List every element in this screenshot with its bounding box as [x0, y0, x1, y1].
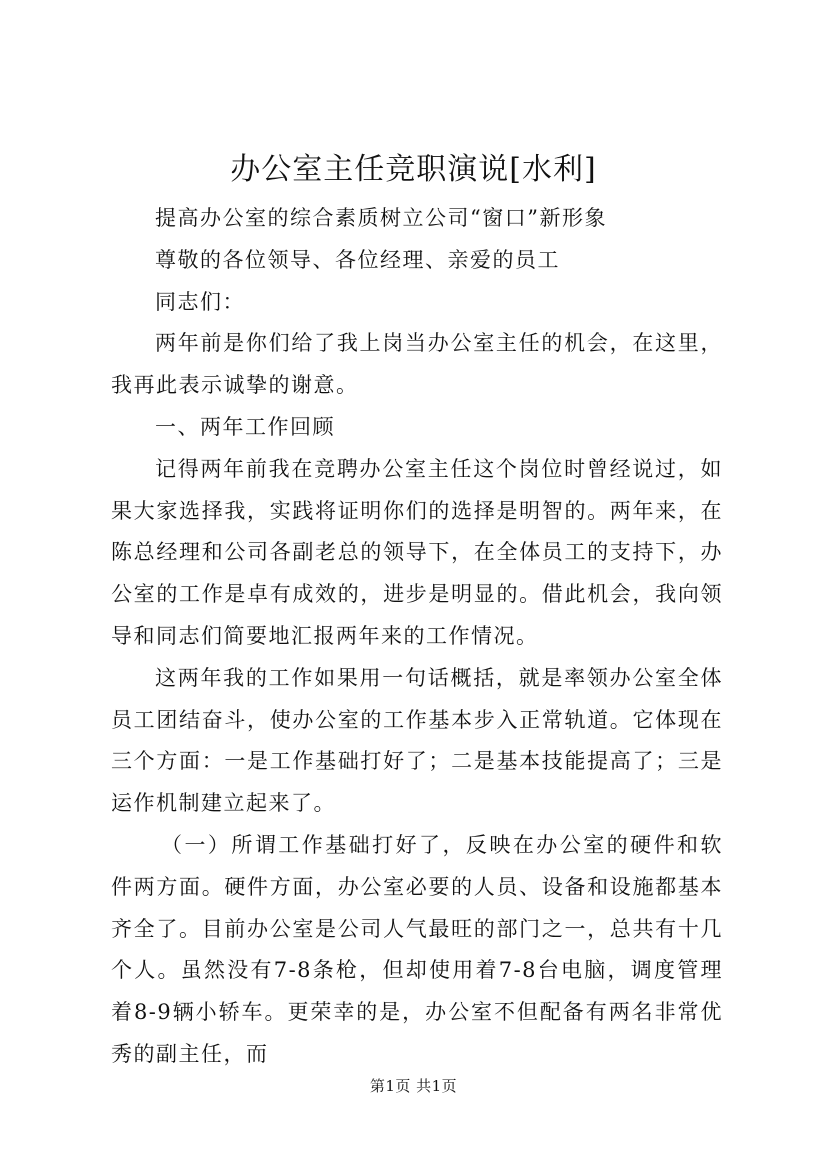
body-paragraph: （一）所谓工作基础打好了，反映在办公室的硬件和软件两方面。硬件方面，办公室必要的人员、设备和设施都基本齐全了。目前办公室是公司人气最旺的部门之一，总共有十几个人。虽然没有7-8条枪，但却使用着7-8台电脑，调度管理着8-9辆小轿车。更荣幸的是，办公室不但配备有两名非常优秀的副主任，而 [111, 832, 723, 1066]
salutation-comrades: 同志们： [155, 289, 245, 314]
body-paragraph: 两年前是你们给了我上岗当办公室主任的机会，在这里，我再此表示诚挚的谢意。 [111, 331, 723, 398]
body-paragraph: 这两年我的工作如果用一句话概括，就是率领办公室全体员工团结奋斗，使办公室的工作基本步入正常轨道。它体现在三个方面：一是工作基础打好了；二是基本技能提高了；三是运作机制建立起来了。 [111, 665, 723, 816]
document-title: 办公室主任竞职演说[水利] [230, 152, 597, 187]
body-paragraph: 记得两年前我在竞聘办公室主任这个岗位时曾经说过，如果大家选择我，实践将证明你们的选择是明智的。两年来，在陈总经理和公司各副老总的领导下，在全体员工的支持下，办公室的工作是卓有成效的，进步是明显的。借此机会，我向领导和同志们简要地汇报两年来的工作情况。 [111, 456, 723, 648]
document-body [111, 198, 723, 1076]
subtitle-paragraph: 提高办公室的综合素质树立公司“窗口”新形象 [155, 206, 607, 230]
salutation-paragraph: 尊敬的各位领导、各位经理、亲爱的员工 [155, 247, 560, 272]
section-heading: 一、两年工作回顾 [155, 414, 335, 439]
page-footer: 第1页 共1页 [369, 1077, 458, 1095]
